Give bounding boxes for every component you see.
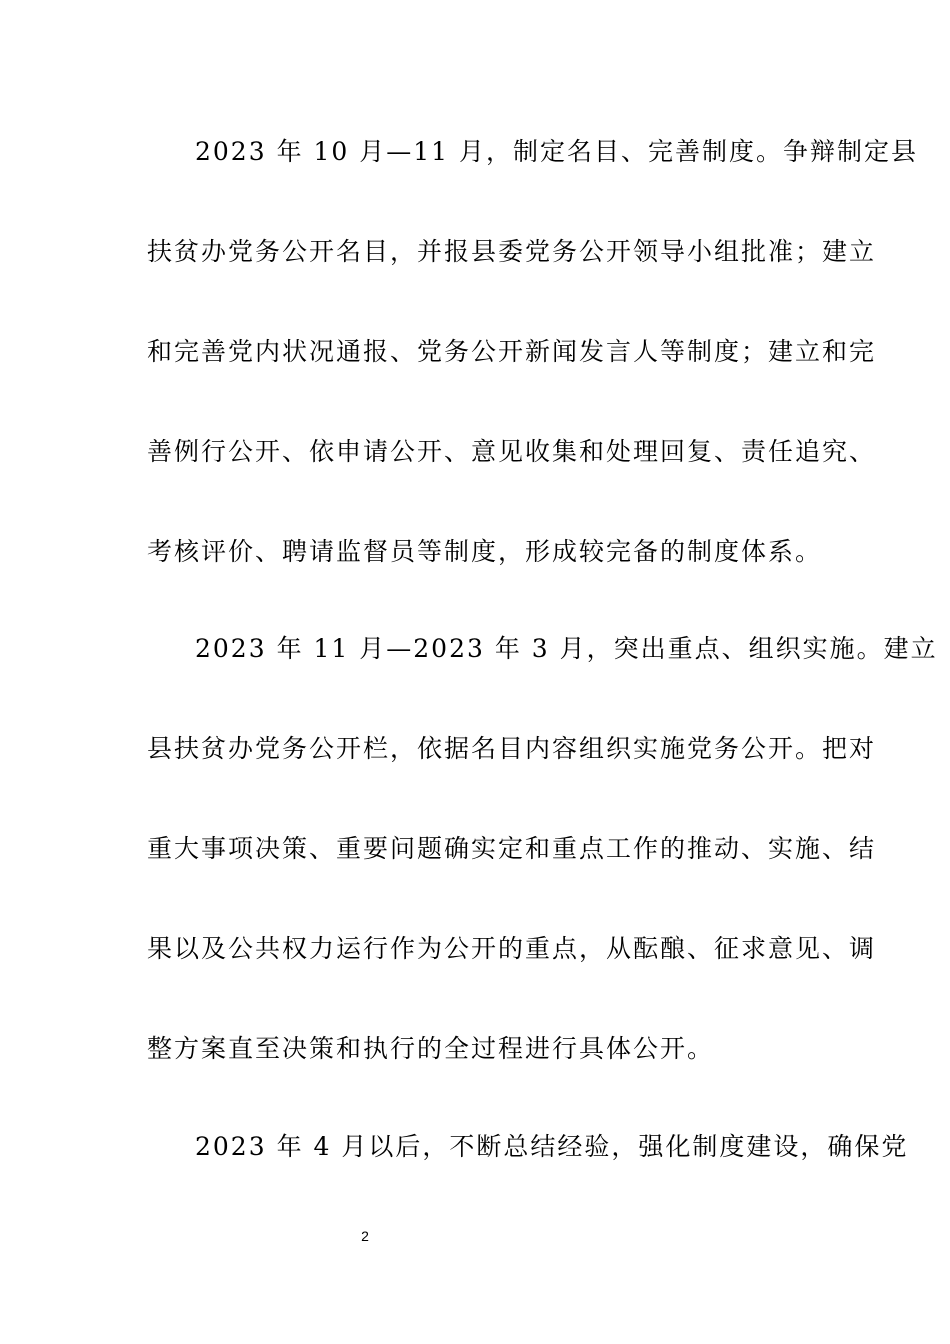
text-line: 2023 年 4 月以后，不断总结经验，强化制度建设，确保党 bbox=[195, 1132, 909, 1161]
text-line: 果以及公共权力运行作为公开的重点，从酝酿、征求意见、调 bbox=[147, 934, 877, 963]
page-number: 2 bbox=[361, 1228, 369, 1244]
text-line: 重大事项决策、重要问题确实定和重点工作的推动、实施、结 bbox=[147, 834, 877, 863]
text-line: 整方案直至决策和执行的全过程进行具体公开。 bbox=[147, 1034, 715, 1063]
text-line: 和完善党内状况通报、党务公开新闻发言人等制度；建立和完 bbox=[147, 337, 877, 366]
text-line: 善例行公开、依申请公开、意见收集和处理回复、责任追究、 bbox=[147, 437, 877, 466]
text-line: 考核评价、聘请监督员等制度，形成较完备的制度体系。 bbox=[147, 537, 823, 566]
text-line: 扶贫办党务公开名目，并报县委党务公开领导小组批准；建立 bbox=[147, 237, 877, 266]
text-line: 县扶贫办党务公开栏，依据名目内容组织实施党务公开。把对 bbox=[147, 734, 877, 763]
text-line: 2023 年 10 月—11 月，制定名目、完善制度。争辩制定县 bbox=[195, 137, 919, 166]
text-line: 2023 年 11 月—2023 年 3 月，突出重点、组织实施。建立 bbox=[195, 634, 938, 663]
